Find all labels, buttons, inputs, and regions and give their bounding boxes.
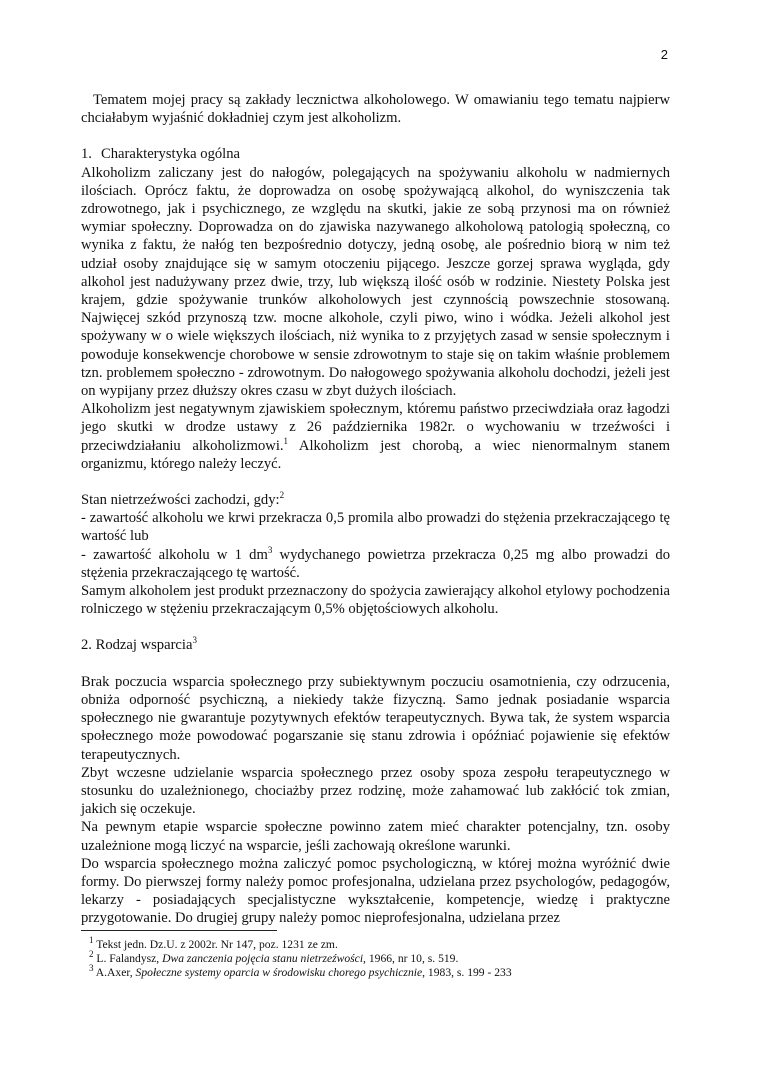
- page-number: 2: [660, 47, 668, 62]
- footnote-2-title: Dwa zanczenia pojęcia stanu nietrzeźwości: [162, 952, 364, 965]
- footnotes: [81, 930, 670, 980]
- section-1-paragraph-2: Alkoholizm jest negatywnym zjawiskiem społecznym, któremu państwo przeciwdziała oraz łagodzi jego skutki w drodze ustawy z 26 października 1982r. o wychowaniu w trzeźwości i przeciwdziałaniu alkoholizmowi.$^1$ Alkoholizm jest chorobą, a wiec nienormalnym stanem organizmu, którego należy leczyć.: [81, 401, 671, 472]
- section-1-heading: [81, 145, 670, 163]
- cubic-superscript: 3: [267, 544, 273, 555]
- section-1-title: Charakterystyka ogólna: [101, 146, 241, 163]
- footnote-ref-2: 2: [279, 490, 285, 501]
- section-2-heading: 2. Rodzaj wsparcia$^3$: [81, 635, 197, 654]
- state-item-2: - zawartość alkoholu w 1 $dm^3$ wydychanego powietrza przekracza 0,25 mg albo prowadzi do stężenia przekraczającego tę wartość.: [81, 544, 671, 581]
- footnote-divider: [81, 930, 277, 931]
- footnote-3: $^3$ A.Axer, Społeczne systemy oparcia w środowisku chorego psychicznie, 1983, s. 199 - 233: [89, 963, 512, 979]
- alcohol-definition: Samym alkoholem jest produkt przeznaczony do spożycia zawierający alkohol etylowy pochodzenia rolniczego w stężeniu przekraczającym 0,5% objętościowych alkoholu.: [81, 583, 670, 618]
- main-text: [81, 91, 670, 928]
- section-2-paragraph-2: Zbyt wczesne udzielanie wsparcia społecznego przez osoby spoza zespołu terapeutycznego w stosunku do uzależnionego, chociażby przez rodzinę, może zahamować lub zakłócić tok zmian, jakich się oczekuje.: [81, 764, 670, 818]
- footnote-ref-1: 1: [283, 435, 289, 446]
- state-intro: Stan nietrzeźwości zachodzi, gdy:$^2$: [81, 490, 285, 509]
- intro-paragraph: Tematem mojej pracy są zakłady lecznictwa alkoholowego. W omawianiu tego tematu najpierw chciałabym wyjaśnić dokładniej czym jest alkoholizm.: [81, 92, 670, 127]
- state-item-1: - zawartość alkoholu we krwi przekracza 0,5 promila albo prowadzi do stężenia przekraczającego tę wartość lub: [81, 510, 670, 545]
- section-2-paragraph-1: Brak poczucia wsparcia społecznego przy subiektywnym poczuciu osamotnienia, czy odrzucenia, obniża odporność psychiczną, a niekiedy także fizyczną. Samo jednak posiadanie wsparcia społecznego nie gwarantuje pozytywnych efektów terapeutycznych. Bywa tak, że system wsparcia społecznego może powodować pogarszanie się stanu zdrowia i opóźniać pojawienie się efektów terapeutycznych.: [81, 673, 670, 763]
- footnote-1: $^1$ Tekst jedn. Dz.U. z 2002r. Nr 147, poz. 1231 ze zm.: [89, 935, 338, 951]
- footnote-ref-3: 3: [192, 635, 197, 646]
- section-2-paragraph-4: Do wsparcia społecznego można zaliczyć pomoc psychologiczną, w której można wyróżnić dwie formy. Do pierwszej formy należy pomoc profesjonalna, udzielana przez psychologów, pedagogów, lekarzy - posiadających specjalistyczne wykształcenie, kompetencje, wiedzę i praktyczne przygotowanie. Do drugiej grupy należy pomoc nieprofesjonalna, udzielana przez: [81, 855, 670, 927]
- footnote-3-title: Społeczne systemy oparcia w środowisku chorego psychicznie: [135, 966, 423, 979]
- section-1-number: 1.: [81, 146, 92, 163]
- section-1-paragraph-1: Alkoholizm zaliczany jest do nałogów, polegających na spożywaniu alkoholu w nadmiernych ilościach. Oprócz faktu, że doprowadza on osobę spożywającą alkohol, do wyniszczenia tak zdrowotnego, jak i psychicznego, ze względu na skutki, jakie ze sobą przynosi ma on również wymiar społeczny. Doprowadza on do zjawiska nazywanego alkoholową patologią społeczną, co wynika z faktu, że nałóg ten bezpośrednio dotyczy, jedną osobę, ale pośrednio biorą w nim też udział osoby znajdujące się w samym otoczeniu pijącego. Jeszcze gorzej sprawa wygląda, gdy alkohol jest nadużywany przez dwie, trzy, lub większą ilość osób w rodzinie. Niestety Polska jest krajem, gdzie spożywanie trunków alkoholowych jest czynnością powszechnie stosowaną. Najwięcej szkód przynoszą tzw. mocne alkohole, czyli piwo, wino i wódka. Jeżeli alkohol jest spożywany w o wiele większych ilościach, niż wynika to z przyjętych zasad w sensie społecznym i powoduje konsekwencje chorobowe w sensie zdrowotnym to staje się on takim właśnie problemem tzn. problemem społeczno - zdrowotnym. Do nałogowego spożywania alkoholu dochodzi, jeżeli jest on wypijany przez dłuższy okres czasu w zbyt dużych ilościach.: [81, 164, 670, 400]
- section-2-paragraph-3: Na pewnym etapie wsparcie społeczne powinno zatem mieć charakter potencjalny, tzn. osoby uzależnione mogą liczyć na wsparcie, jeśli zachowają określone warunki.: [81, 819, 670, 854]
- footnote-2: $^2$ L. Falandysz, Dwa zanczenia pojęcia stanu nietrzeźwości, 1966, nr 10, s. 519.: [89, 949, 459, 965]
